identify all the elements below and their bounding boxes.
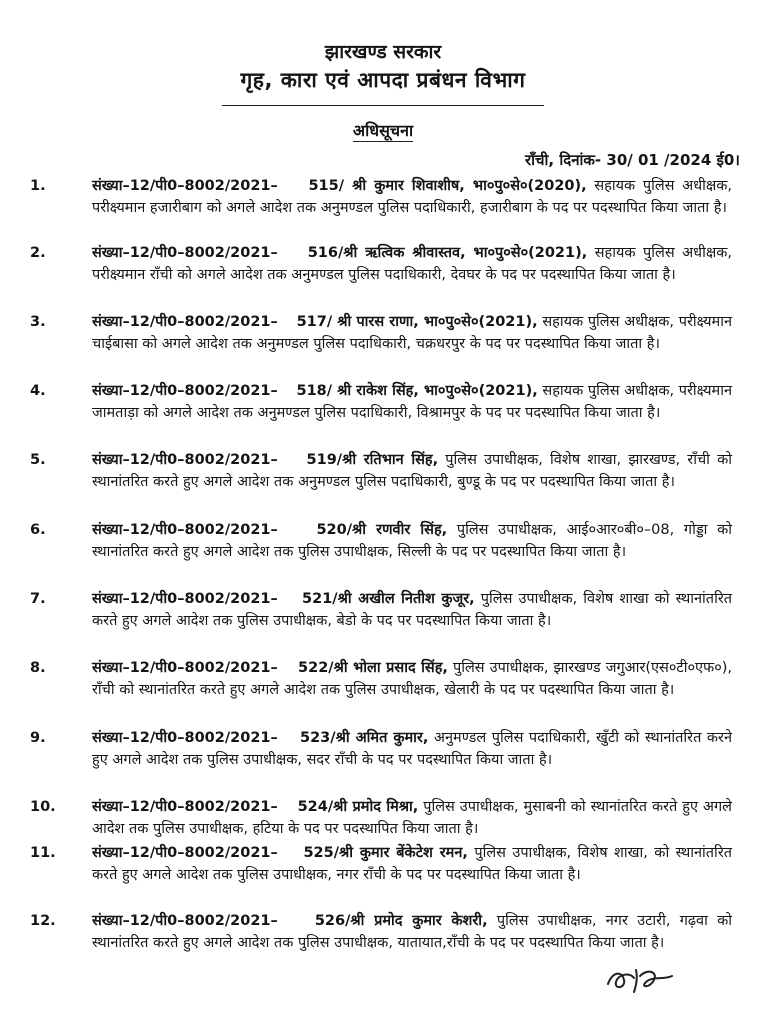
item-text: अनुमण्डल पुलिस पदाधिकारी, खुँटी को स्थानांतरित करने हुए अगले आदेश तक पुलिस उपाधीक्षक, सदर राँची के पद पर पदस्थापित किया जाता है। bbox=[92, 730, 733, 768]
item-reference: संख्या–12/पी0–8002/2021– bbox=[92, 730, 278, 746]
order-item bbox=[30, 312, 732, 355]
item-text: पुलिस उपाधीक्षक, झारखण्ड जगुआर(एस०टी०एफ०), राँची को स्थानांतरित करते हुए अगले आदेश तक पुलिस उपाधीक्षक, खेलारी के पद पर पदस्थापित किया जाता है। bbox=[92, 660, 732, 698]
item-reference: संख्या–12/पी0–8002/2021– bbox=[92, 913, 278, 929]
order-item bbox=[30, 728, 733, 771]
item-reference: संख्या–12/पी0–8002/2021– bbox=[92, 245, 278, 261]
item-reference: संख्या–12/पी0–8002/2021– bbox=[92, 660, 278, 676]
item-number: 10. bbox=[30, 799, 56, 815]
officer-name: 517/ श्री पारस राणा, भा०पु०से०(2021), bbox=[296, 314, 538, 330]
item-number: 12. bbox=[30, 913, 56, 929]
item-reference: संख्या–12/पी0–8002/2021– bbox=[92, 845, 278, 861]
item-number: 6. bbox=[30, 522, 46, 538]
order-item bbox=[30, 589, 733, 632]
officer-name: 516/श्री ऋत्विक श्रीवास्तव, भा०पु०से०(2021), bbox=[307, 245, 588, 261]
officer-name: 526/श्री प्रमोद कुमार केशरी, bbox=[314, 913, 488, 929]
item-reference: संख्या–12/पी0–8002/2021– bbox=[92, 178, 278, 194]
item-reference: संख्या–12/पी0–8002/2021– bbox=[92, 314, 278, 330]
item-text: सहायक पुलिस अधीक्षक, परीक्ष्यमान जामताड़ा को अगले आदेश तक अनुमण्डल पुलिस पदाधिकारी, विश्रामपुर के पद पर पदस्थापित किया जाता है। bbox=[92, 383, 733, 421]
item-text: पुलिस उपाधीक्षक, विशेष शाखा, झारखण्ड, राँची को स्थानांतरित करते हुए अगले आदेश तक अनुमण्डल पुलिस पदाधिकारी, बुण्डू के पद पर पदस्थापित किया जाता है। bbox=[92, 452, 733, 490]
officer-name: 523/श्री अमित कुमार, bbox=[300, 730, 429, 746]
officer-name: 520/श्री रणवीर सिंह, bbox=[316, 522, 448, 538]
signature-icon bbox=[600, 958, 680, 998]
item-text: सहायक पुलिस अधीक्षक, परीक्ष्यमान हजारीबाग को अगले आदेश तक अनुमण्डल पुलिस पदाधिकारी, हजारीबाग के पद पर पदस्थापित किया जाता है। bbox=[92, 178, 733, 216]
item-text: सहायक पुलिस अधीक्षक, परीक्ष्यमान चाईबासा को अगले आदेश तक अनुमण्डल पुलिस पदाधिकारी, चक्रधरपुर के पद पर पदस्थापित किया जाता है। bbox=[92, 314, 732, 352]
item-number: 1. bbox=[30, 178, 46, 194]
officer-name: 525/श्री कुमार बेंकेटेश रमन, bbox=[303, 845, 468, 861]
notification-date: राँची, दिनांक- 30/ 01 /2024 ई0। bbox=[525, 151, 740, 169]
item-text: पुलिस उपाधीक्षक, नगर उटारी, गढ़वा को स्थानांतरित करते हुए अगले आदेश तक पुलिस उपाधीक्षक, यातायात,राँची के पद पर पदस्थापित किया जाता है। bbox=[92, 913, 733, 951]
department-heading: गृह, कारा एवं आपदा प्रबंधन विभाग bbox=[240, 68, 526, 92]
officer-name: 518/ श्री राकेश सिंह, भा०पु०से०(2021), bbox=[296, 383, 538, 399]
order-item bbox=[30, 450, 733, 493]
item-number: 9. bbox=[30, 730, 46, 746]
item-number: 8. bbox=[30, 660, 46, 676]
item-text: सहायक पुलिस अधीक्षक, परीक्ष्यमान राँची को अगले आदेश तक अनुमण्डल पुलिस पदाधिकारी, देवघर के पद पर पदस्थापित किया जाता है। bbox=[92, 245, 732, 283]
item-number: 4. bbox=[30, 383, 46, 399]
order-item bbox=[30, 176, 733, 219]
order-item bbox=[30, 381, 733, 424]
notification-title: अधिसूचना bbox=[352, 121, 414, 140]
item-reference: संख्या–12/पी0–8002/2021– bbox=[92, 452, 278, 468]
item-reference: संख्या–12/पी0–8002/2021– bbox=[92, 383, 278, 399]
item-reference: संख्या–12/पी0–8002/2021– bbox=[92, 522, 278, 538]
officer-name: 515/ श्री कुमार शिवाशीष, भा०पु०से०(2020), bbox=[308, 178, 587, 194]
item-text: पुलिस उपाधीक्षक, विशेष शाखा को स्थानांतरित करते हुए अगले आदेश तक पुलिस उपाधीक्षक, बेडो के पद पर पदस्थापित किया जाता है। bbox=[92, 591, 733, 629]
order-item bbox=[30, 797, 732, 840]
item-text: पुलिस उपाधीक्षक, विशेष शाखा, को स्थानांतरित करते हुए अगले आदेश तक पुलिस उपाधीक्षक, नगर राँची के पद पर पदस्थापित किया जाता है। bbox=[92, 845, 733, 883]
item-text: पुलिस उपाधीक्षक, मुसाबनी को स्थानांतरित करते हुए अगले आदेश तक पुलिस उपाधीक्षक, हटिया के पद पर पदस्थापित किया जाता है। bbox=[92, 799, 732, 837]
item-number: 5. bbox=[30, 452, 46, 468]
officer-name: 524/श्री प्रमोद मिश्रा, bbox=[297, 799, 419, 815]
order-item bbox=[30, 243, 732, 286]
item-number: 3. bbox=[30, 314, 46, 330]
header-divider bbox=[222, 105, 544, 106]
item-number: 7. bbox=[30, 591, 46, 607]
officer-name: 522/श्री भोला प्रसाद सिंह, bbox=[298, 660, 448, 676]
item-reference: संख्या–12/पी0–8002/2021– bbox=[92, 799, 278, 815]
order-item bbox=[30, 520, 732, 563]
item-text: पुलिस उपाधीक्षक, आई०आर०बी०–08, गोड्डा को स्थानांतरित करते हुए अगले आदेश तक पुलिस उपाधीक्षक, सिल्ली के पद पर पदस्थापित किया जाता है। bbox=[92, 522, 732, 560]
item-number: 2. bbox=[30, 245, 46, 261]
order-item bbox=[30, 658, 732, 701]
item-number: 11. bbox=[30, 845, 56, 861]
officer-name: 519/श्री रतिभान सिंह, bbox=[306, 452, 439, 468]
order-item bbox=[30, 911, 733, 954]
officer-name: 521/श्री अखील नितीश कुजूर, bbox=[302, 591, 475, 607]
government-heading: झारखण्ड सरकार bbox=[324, 41, 442, 63]
order-item bbox=[30, 843, 733, 886]
item-reference: संख्या–12/पी0–8002/2021– bbox=[92, 591, 278, 607]
